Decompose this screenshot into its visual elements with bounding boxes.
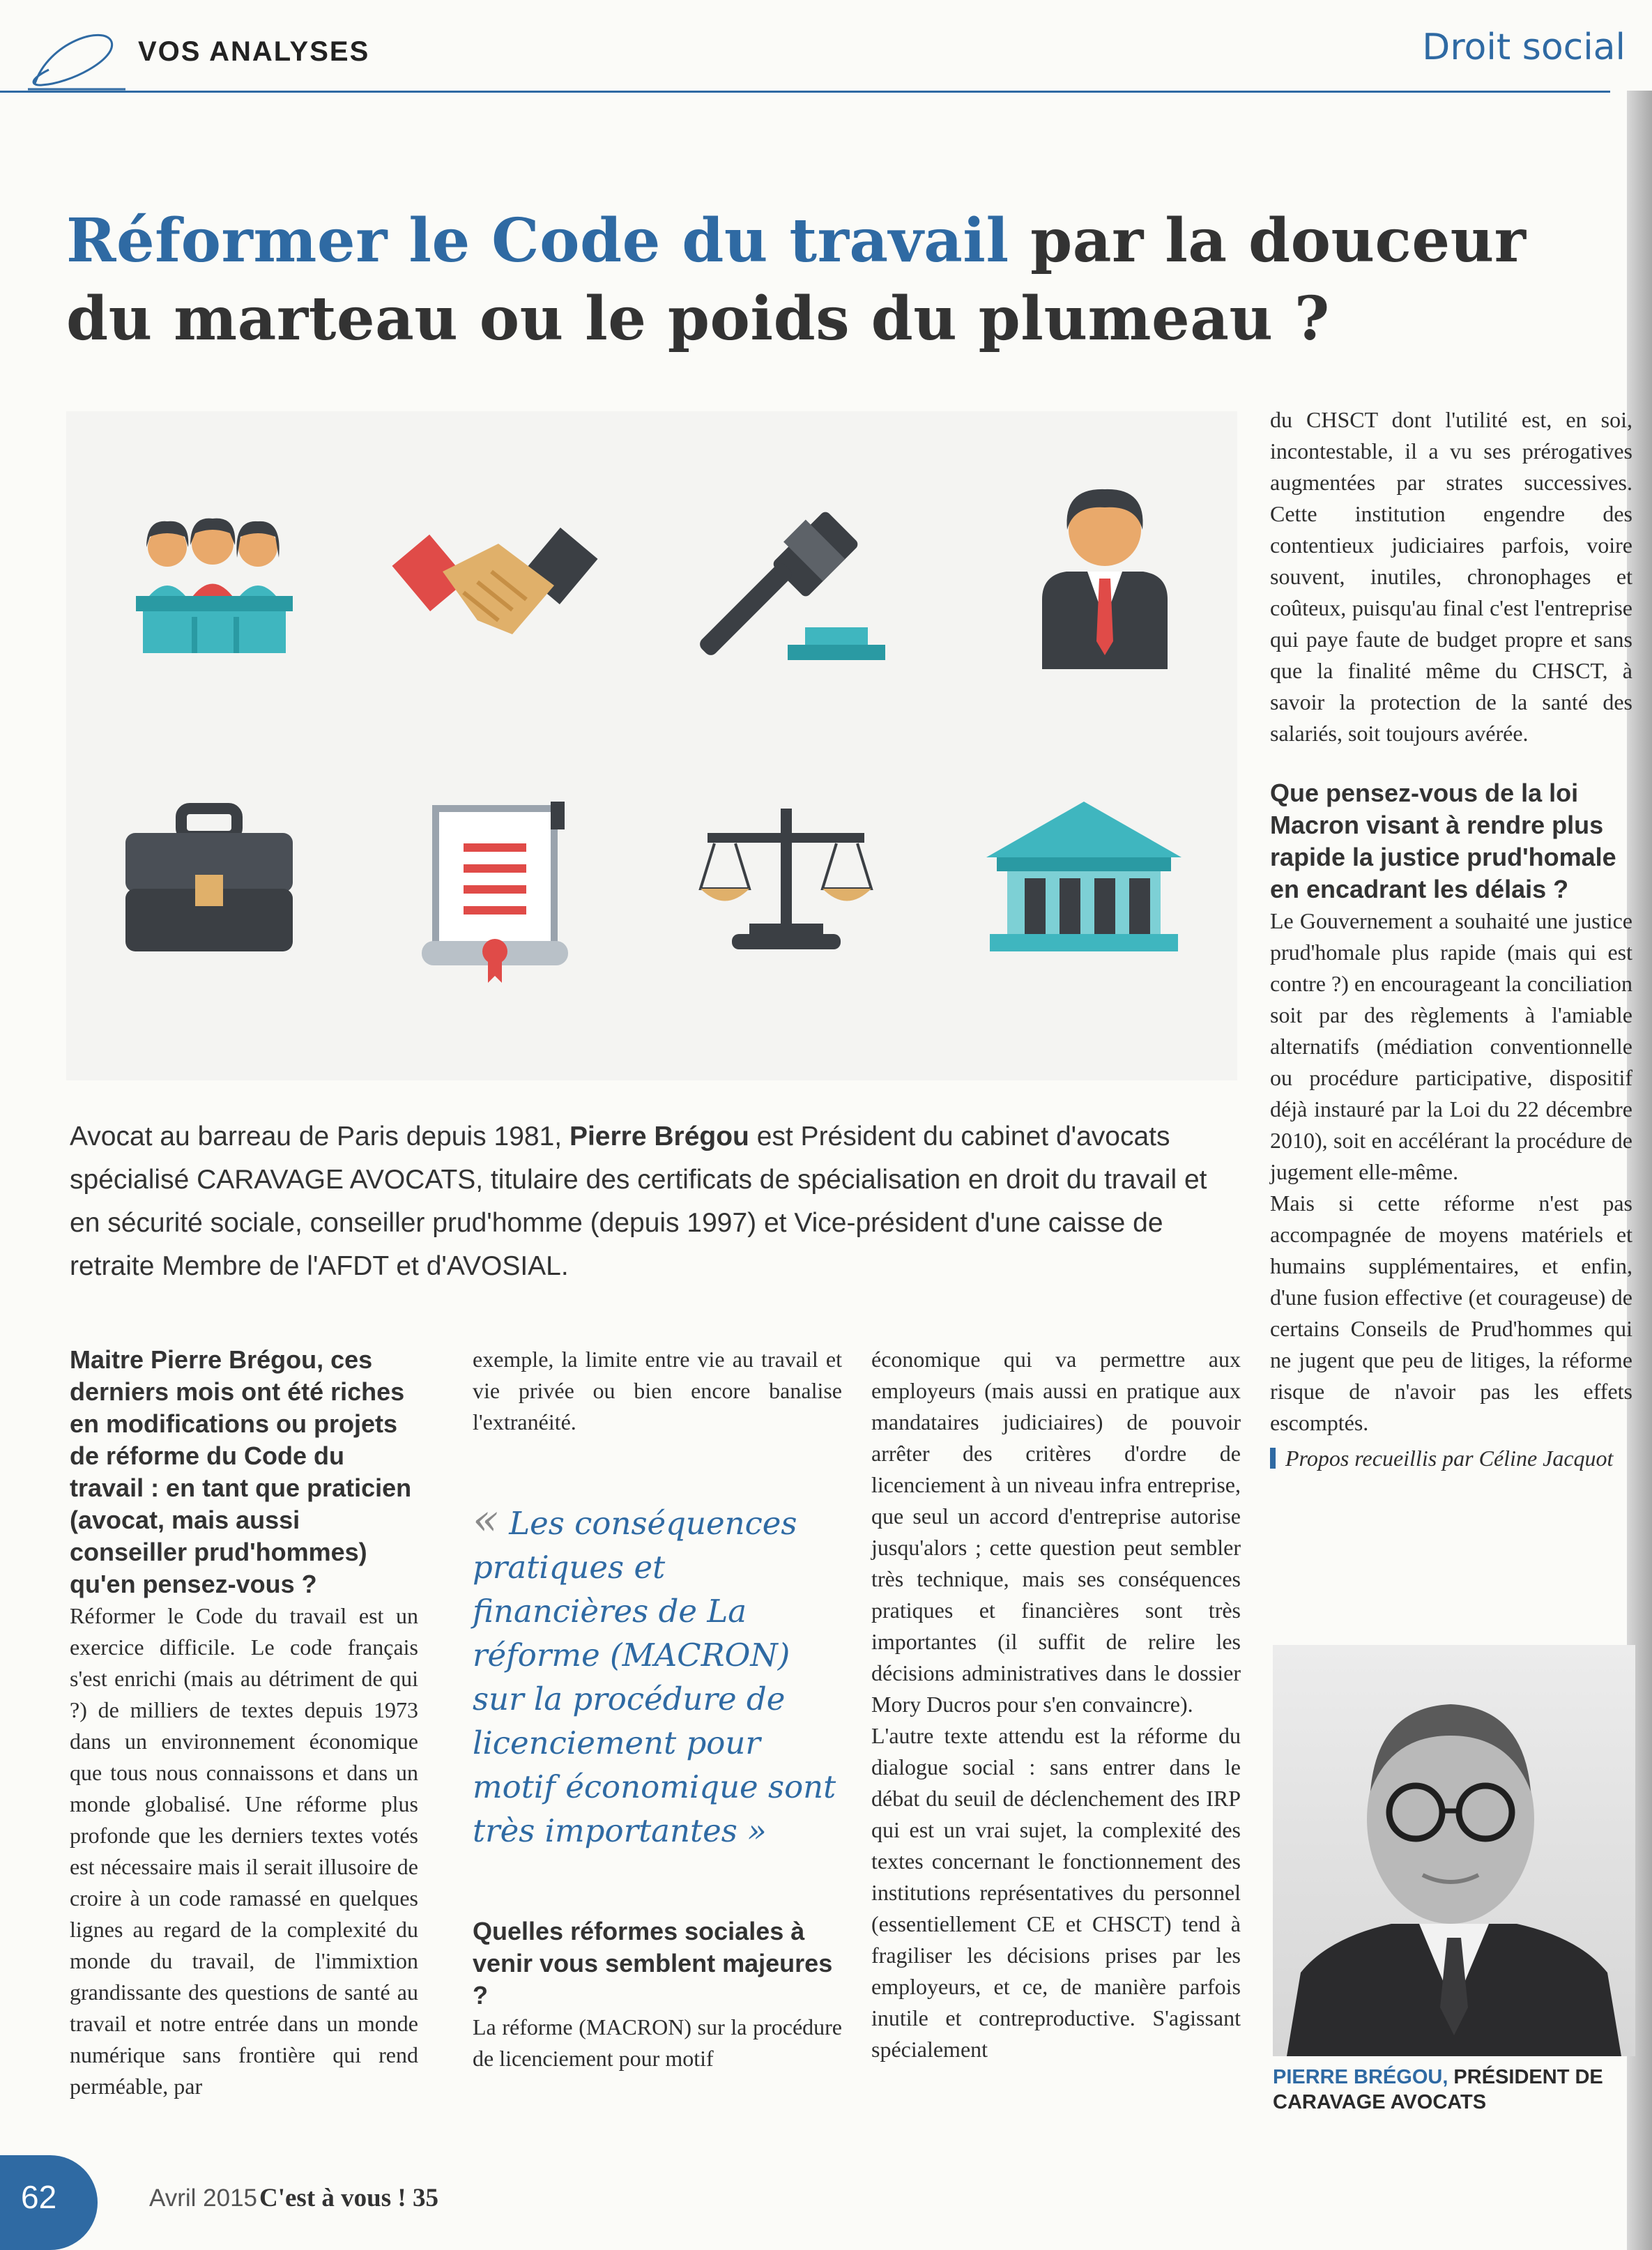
- question-2: Quelles réformes sociales à venir vous semblent majeures ?: [473, 1917, 833, 2010]
- diploma-icon: [422, 802, 568, 983]
- answer-1-continued: exemple, la limite entre vie au travail et vie privée ou bien encore banalise l'extranéité.: [473, 1347, 842, 1434]
- rubric-label: Droit social: [1422, 26, 1626, 68]
- portrait-caption: [1273, 2065, 1635, 2115]
- header-rule: [0, 91, 1610, 93]
- answer-2-continued: économique qui va permettre aux employeurs (mais aussi en pratique aux mandataires judiciaires) de pouvoir arrêter des critères d'ordre de licenciement à un niveau infra entreprise, que seul un accord d'entreprise autorise jusqu'alors ; cette question peut sembler très technique, mais ses conséquences pratiques et financières sont très importantes (il suffit de relire les décisions administratives dans le dossier Mory Ducros pour s'en convaincre).: [871, 1347, 1241, 1717]
- gavel-icon: [697, 510, 885, 660]
- credit-bar: [1270, 1448, 1276, 1469]
- briefcase-icon: [125, 809, 293, 951]
- answer-2: La réforme (MACRON) sur la procédure de licenciement pour motif: [473, 2014, 842, 2071]
- quote-close-mark: »: [747, 1812, 767, 1849]
- interview-credit: [1270, 1443, 1632, 1474]
- column-2: [473, 1344, 842, 2074]
- jury-icon: [136, 519, 293, 653]
- section-label: VOS ANALYSES: [138, 36, 370, 67]
- legal-icons-illustration: [66, 411, 1237, 1080]
- article-title-rest: par la douceur du marteau ou le poids du plumeau ?: [66, 206, 1527, 354]
- author-intro: [70, 1115, 1241, 1288]
- answer-2-paragraph-3: du CHSCT dont l'utilité est, en soi, incontestable, il a vu ses prérogatives augmentées par strates successives. Cette institution engendre des contentieux judiciaires parfois, voire souvent, inutiles, chronophages et coûteux, puisqu'au final c'est l'entreprise qui paye faute de budget propre et sans que la finalité même du CHSCT, à savoir la protection de la santé des salariés, soit toujours avérée.: [1270, 407, 1632, 746]
- answer-3: Le Gouvernement a souhaité une justice prud'homale plus rapide (mais qui est contre ?) en encourageant la conciliation soit par des règlements à l'amiable alternatifs (médiation conventionnelle ou procédure participative, dispositif déjà instauré par la Loi du 22 décembre 2010), soit en accélérant la procédure de jugement elle-même.: [1270, 908, 1632, 1184]
- answer-3-paragraph-2: Mais si cette réforme n'est pas accompagnée de moyens matériels et humains supplémentaires, et enfin, d'une fusion effective (et courageuse) de certains Conseils de Prud'hommes qui ne jugent que peu de litiges, la réforme risque de n'avoir pas les effets escomptés.: [1270, 1191, 1632, 1435]
- question-1: Maitre Pierre Brégou, ces derniers mois ont été riches en modifications ou projets de réforme du Code du travail : en tant que praticien (avocat, mais aussi conseiller prud'hommes) qu'en pensez-vous ?: [70, 1345, 412, 1598]
- pull-quote: [473, 1494, 842, 1853]
- page-number: 62: [21, 2179, 57, 2215]
- pull-quote-text: Les conséquences pratiques et financières de La réforme (MACRON) sur la procédure de licenciement pour motif économique sont très importantes: [473, 1505, 836, 1849]
- author-portrait: [1273, 1645, 1635, 2056]
- answer-2-paragraph-2: L'autre texte attendu est la réforme du dialogue social : sans entrer dans le débat du seuil de déclenchement des IRP qui est un vrai sujet, la complexité des textes concernant le fonctionnement des institutions représentatives du personnel (essentiellement CE et CHSCT) tend à fragiliser les décisions prises par les employeurs, et ce, de manière parfois inutile et contreproductive. S'agissant spécialement: [871, 1723, 1241, 2062]
- header-swoosh-logo: [28, 28, 125, 94]
- column-1: [70, 1344, 418, 2102]
- question-3: Que pensez-vous de la loi Macron visant à rendre plus rapide la justice prud'homale en encadrant les délais ?: [1270, 779, 1616, 903]
- courthouse-icon: [986, 802, 1181, 951]
- intro-text-cont: est Président du cabinet d'avocats spécialisé CARAVAGE AVOCATS, titulaire des certificats de spécialisation en droit du travail et en sécurité sociale, conseiller prud'homme (depuis 1997) et Vice-président d'une caisse de retraite Membre de l'AFDT et d'AVOSIAL.: [70, 1122, 1207, 1281]
- handshake-icon: [392, 528, 597, 634]
- caption-name: PIERRE BRÉGOU,: [1273, 2066, 1448, 2088]
- lawyer-icon: [1042, 489, 1168, 669]
- quote-open-mark: «: [473, 1494, 499, 1545]
- caption-role: PRÉSIDENT DE CARAVAGE AVOCATS: [1273, 2066, 1603, 2113]
- answer-1: Réformer le Code du travail est un exercice difficile. Le code français s'est enrichi (mais au détriment de qui ?) de milliers de textes depuis 1973 dans un environnement économique que tous nous connaissons et dans un monde globalisé. Une réforme plus profonde que les derniers textes votés est nécessaire mais il serait illusoire de croire à un code ramassé en quelques lignes au regard de la complexité du monde du travail, de l'immixtion grandissante des questions de santé au travail et notre entrée dans un monde numérique sans frontière qui rend perméable, par: [70, 1603, 418, 2099]
- intro-text: Avocat au barreau de Paris depuis 1981,: [70, 1122, 569, 1151]
- article-title-highlight: Réformer le Code du travail: [66, 206, 1009, 276]
- credit-text: Propos recueillis par Céline Jacquot: [1285, 1446, 1614, 1471]
- column-4: [1270, 404, 1632, 1474]
- footer-magazine-title: C'est à vous ! 35: [259, 2184, 438, 2212]
- column-3: [871, 1344, 1241, 2065]
- article-title: [66, 202, 1565, 358]
- author-name: Pierre Brégou: [569, 1122, 749, 1151]
- scales-icon: [701, 809, 871, 949]
- footer-date: Avril 2015: [149, 2184, 258, 2212]
